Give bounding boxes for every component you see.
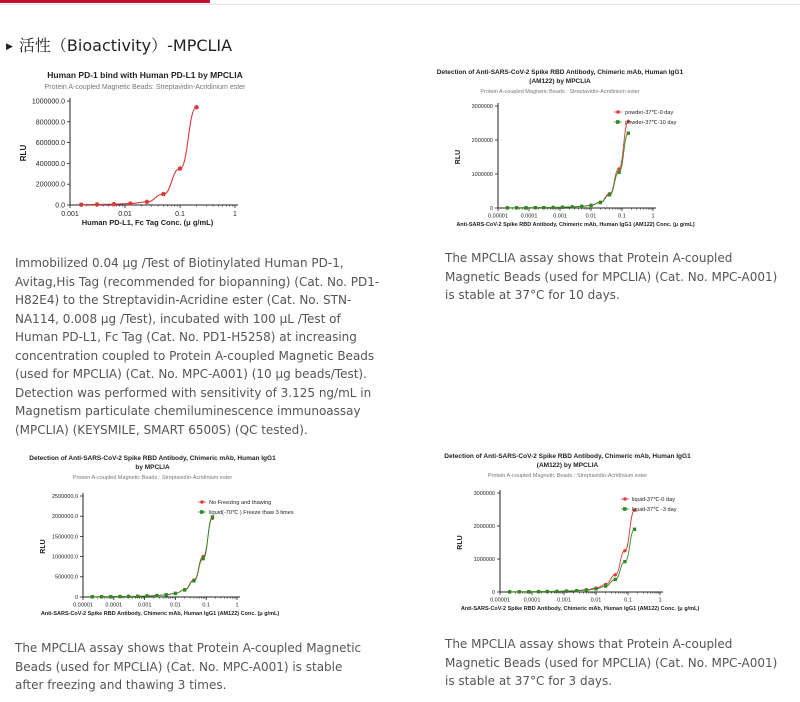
- data-point-series-2: [118, 595, 121, 598]
- chart-title: Detection of Anti-SARS-CoV-2 Spike RBD Antibody, Chimeric mAb, Human IgG1: [436, 69, 684, 76]
- data-point-series-1: [95, 202, 99, 206]
- x-tick-label: 0.001: [137, 602, 152, 609]
- data-point-series-2: [633, 528, 636, 531]
- series-line-2: [507, 133, 628, 208]
- chart-subtitle: Protein A-coupled Magnetic Beads : Streptavidin-Acridinium ester: [487, 473, 648, 479]
- data-point-series-2: [617, 171, 620, 174]
- x-axis-label: Anti-SARS-CoV-2 Spike RBD Antibody, Chimeric mAb, Human IgG1 (AM122) Conc. (μ g/mL): [40, 611, 280, 617]
- data-point-series-2: [91, 595, 94, 598]
- x-tick-label: 0.0001: [520, 213, 538, 220]
- legend-label: No Freezing and thawing: [209, 500, 272, 506]
- y-tick-label: 400000.0: [35, 160, 65, 168]
- data-point-series-2: [589, 204, 592, 207]
- data-point-series-2: [555, 590, 558, 593]
- data-point-series-2: [565, 589, 568, 592]
- x-axis-label: Anti-SARS-CoV-2 Spike RBD Antibody, Chimeric mAb, Human IgG1 (AM122) Conc. (μ g/mL): [460, 606, 700, 612]
- y-tick-label: 800000.0: [35, 119, 65, 127]
- legend-label: liquid-37℃ -3 day: [632, 507, 677, 513]
- data-point-series-2: [561, 206, 564, 209]
- y-tick-label: 0.0: [55, 202, 65, 210]
- data-point-series-1: [128, 201, 132, 205]
- y-tick-label: 1000000.0: [31, 98, 65, 106]
- chart-subtitle: Protein A-coupled Magnetic Beads: Streptavidin-Acridinium ester: [44, 84, 246, 91]
- legend-marker: [623, 497, 627, 501]
- series-line-1: [92, 518, 212, 597]
- x-tick-label: 0.001: [61, 211, 79, 218]
- data-point-series-2: [183, 588, 186, 591]
- data-point-series-2: [604, 584, 607, 587]
- x-tick-label: 0.1: [175, 211, 185, 218]
- legend-marker: [200, 510, 204, 514]
- legend-label: liquid(-70℃ ) Freeze thaw 3 times: [209, 510, 294, 516]
- y-axis-label: RLU: [455, 149, 462, 165]
- data-point-series-2: [551, 206, 554, 209]
- data-point-series-2: [100, 595, 103, 598]
- data-point-series-2: [614, 578, 617, 581]
- chart-title: Detection of Anti-SARS-CoV-2 Spike RBD Antibody, Chimeric mAb, Human IgG1: [444, 453, 691, 460]
- data-point-series-2: [627, 132, 630, 135]
- section-title: 活性（Bioactivity）-MPCLIA: [18, 36, 233, 55]
- data-point-series-2: [136, 595, 139, 598]
- y-axis-label: RLU: [19, 144, 28, 162]
- data-point-series-2: [145, 594, 148, 597]
- chart-title: Human PD-1 bind with Human PD-L1 by MPCLIA: [47, 70, 243, 80]
- data-point-series-1: [614, 573, 617, 576]
- data-point-series-1: [623, 549, 626, 552]
- chart-title: Detection of Anti-SARS-CoV-2 Spike RBD Antibody, Chimeric mAb, Human IgG1: [29, 455, 276, 462]
- data-point-series-2: [515, 206, 518, 209]
- y-tick-label: 2000000: [473, 523, 495, 530]
- data-point-series-2: [506, 206, 509, 209]
- description-freeze-thaw: The MPCLIA assay shows that Protein A-coupled Magnetic Beads (used for MPCLIA) (Cat. No. MPC-A001) is stable after freezing and thawing 3 times.: [15, 641, 362, 692]
- x-tick-label: 0.00001: [488, 213, 508, 220]
- data-point-series-2: [518, 590, 521, 593]
- data-point-series-1: [79, 202, 83, 206]
- data-point-series-2: [585, 588, 588, 591]
- chart-powder-37c: [420, 66, 700, 234]
- data-point-series-2: [524, 206, 527, 209]
- x-tick-label: 0.001: [557, 597, 571, 604]
- x-tick-label: 0.00001: [490, 597, 510, 604]
- legend-label: powder-37℃-0 day: [625, 110, 674, 116]
- x-tick-label: 0.01: [170, 602, 181, 609]
- y-tick-label: 1000000.0: [52, 554, 78, 561]
- data-point-series-2: [580, 205, 583, 208]
- description-pd1-binding: Immobilized 0.04 μg /Test of Biotinylated Human PD-1, Avitag,His Tag (recommended for biopanning) (Cat. No. PD1-H82E4) to the Streptavidin-Acridine ester (Cat. No. STN-NA114, 0.008 μg /Test), incubated with 100 μL /Test of Human PD-L1, Fc Tag (Cat. No. PD1-H5258) at increasing concentration coupled to Protein A-coupled Magnetic Beads (used for MPCLIA) (Cat. No. MPC-A001) (10 μg beads/Test). Detection was performed with sensitivity of 3.125 ng/mL in Magnetism particulate chemiluminescence immunoassay (MPCLIA) (KEYSMILE, SMART 6500S) (QC tested).: [15, 256, 380, 437]
- chart-liquid-37c: [430, 450, 705, 618]
- x-tick-label: 0.01: [590, 597, 602, 604]
- data-point-series-2: [174, 592, 177, 595]
- chart-title-line2: (AM122) by MPCLIA: [536, 462, 599, 469]
- y-tick-label: 0: [74, 594, 78, 601]
- y-tick-label: 2000000.0: [52, 514, 78, 521]
- y-tick-label: 600000.0: [35, 140, 65, 148]
- y-axis-label: RLU: [457, 535, 464, 550]
- y-tick-label: 1000000: [471, 171, 493, 178]
- series-line-2: [92, 517, 212, 597]
- chart-title-line2: (AM122) by MPCLIA: [529, 78, 591, 85]
- data-point-series-1: [161, 192, 165, 196]
- legend-marker: [616, 120, 620, 124]
- x-axis-label: Anti-SARS-CoV-2 Spike RBD Antibody, Chimeric mAb, Human IgG1 (AM122) Conc. (μ g/mL): [456, 222, 695, 228]
- x-tick-label: 0.01: [118, 211, 132, 218]
- top-accent-bar: [0, 0, 210, 3]
- y-tick-label: 0: [489, 205, 493, 212]
- x-tick-label: 1: [233, 211, 237, 218]
- data-point-series-2: [575, 589, 578, 592]
- x-tick-label: 0.001: [553, 213, 567, 220]
- data-point-series-2: [192, 579, 195, 582]
- y-axis-label: RLU: [40, 539, 47, 554]
- chart-freeze-thaw: [20, 452, 294, 624]
- x-tick-label: 0.0001: [105, 602, 123, 609]
- data-point-series-2: [599, 201, 602, 204]
- data-point-series-2: [537, 590, 540, 593]
- y-tick-label: 1500000.0: [52, 534, 78, 541]
- legend-marker: [200, 500, 204, 504]
- data-point-series-2: [508, 590, 511, 593]
- data-point-series-2: [542, 206, 545, 209]
- y-tick-label: 3000000: [471, 103, 493, 110]
- y-tick-label: 2500000.0: [52, 493, 78, 500]
- top-divider: [0, 4, 800, 5]
- x-tick-label: 1: [658, 597, 662, 604]
- legend-marker: [623, 507, 627, 511]
- chart-pd1-pdl1: [19, 68, 265, 240]
- data-point-series-2: [608, 193, 611, 196]
- section-heading: [6, 33, 232, 56]
- y-tick-label: 2000000: [471, 137, 493, 144]
- data-point-series-1: [112, 202, 116, 206]
- y-tick-label: 0: [491, 589, 495, 596]
- legend-label: powder-37℃-10 day: [625, 120, 677, 126]
- triangle-bullet-icon: ▶: [6, 42, 13, 52]
- chart-subtitle: Protein A-coupled Magnetic Beads : Streptavidin-Acridinium ester: [480, 89, 640, 95]
- data-point-series-2: [127, 595, 130, 598]
- data-point-series-2: [109, 595, 112, 598]
- data-point-series-1: [178, 166, 182, 170]
- x-tick-label: 0.0001: [523, 597, 541, 604]
- x-tick-label: 0.1: [618, 213, 626, 220]
- chart-subtitle: Protein A-coupled Magnetic Beads : Streptavidin-Acridinium ester: [72, 475, 233, 481]
- data-point-series-2: [534, 206, 537, 209]
- data-point-series-2: [623, 560, 626, 563]
- data-point-series-1: [194, 105, 198, 109]
- data-point-series-2: [546, 590, 549, 593]
- data-point-series-2: [571, 205, 574, 208]
- description-powder-stability: The MPCLIA assay shows that Protein A-coupled Magnetic Beads (used for MPCLIA) (Cat. No. MPC-A001) is stable at 37°C for 10 days.: [445, 251, 778, 302]
- x-tick-label: 1: [235, 602, 239, 609]
- chart-title-line2: by MPCLIA: [135, 464, 170, 471]
- y-tick-label: 500000.0: [55, 574, 78, 581]
- x-tick-label: 0.1: [202, 602, 211, 609]
- legend-marker: [616, 110, 620, 114]
- description-liquid-stability: The MPCLIA assay shows that Protein A-coupled Magnetic Beads (used for MPCLIA) (Cat. No. MPC-A001) is stable at 37°C for 3 days.: [445, 637, 778, 688]
- y-tick-label: 3000000: [473, 490, 495, 497]
- y-tick-label: 1000000: [473, 556, 495, 563]
- x-tick-label: 0.1: [624, 597, 632, 604]
- series-line-1: [81, 107, 196, 204]
- x-tick-label: 0.00001: [73, 602, 93, 609]
- x-tick-label: 0.01: [585, 213, 597, 220]
- data-point-series-2: [202, 557, 205, 560]
- x-tick-label: 1: [651, 213, 655, 220]
- data-point-series-2: [155, 594, 158, 597]
- data-point-series-1: [145, 200, 149, 204]
- series-line-2: [510, 529, 635, 592]
- legend-label: liquid-37℃-0 day: [632, 497, 675, 503]
- data-point-series-2: [164, 593, 167, 596]
- y-tick-label: 200000.0: [35, 181, 65, 189]
- x-axis-label: Human PD-L1, Fc Tag Conc. (μ g/mL): [81, 218, 214, 227]
- data-point-series-2: [527, 590, 530, 593]
- data-point-series-2: [594, 587, 597, 590]
- data-point-series-1: [617, 167, 620, 170]
